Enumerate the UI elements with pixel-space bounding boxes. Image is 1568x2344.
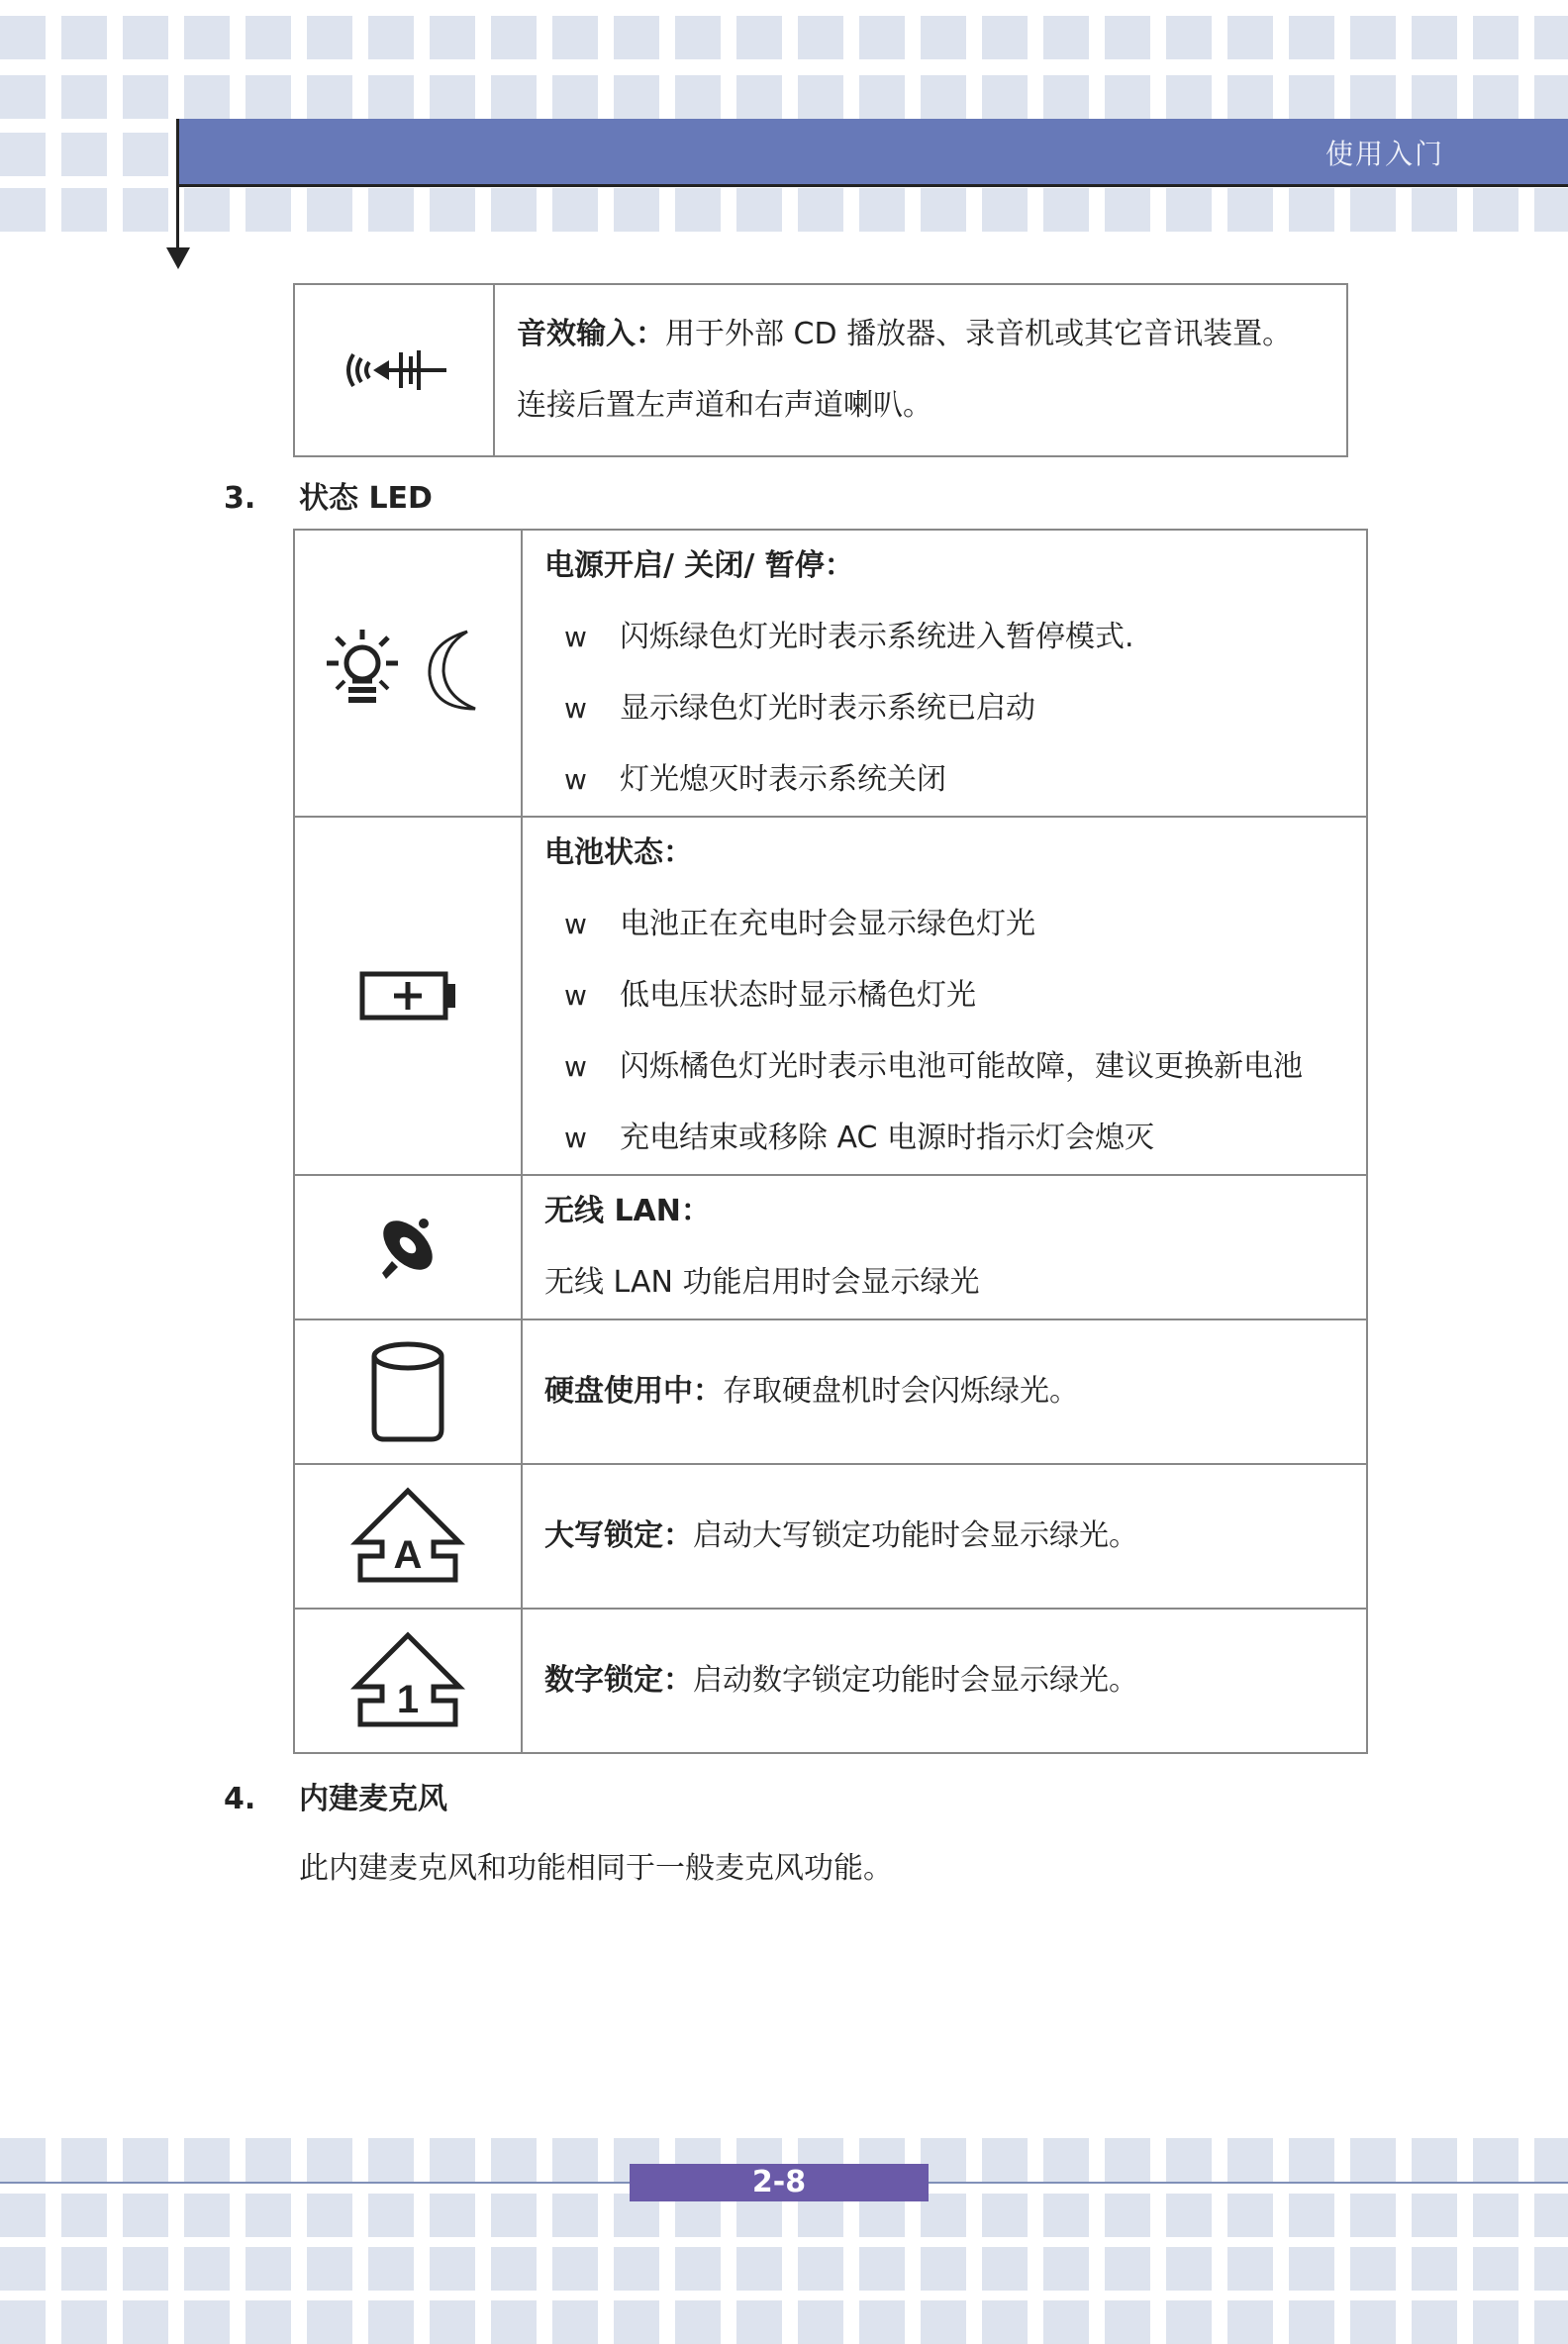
led-table [293,529,1368,1754]
list-item: w 充电结束或移除 AC 电源时指示灯会熄灭 [564,1121,1155,1155]
table-row [294,1175,1367,1319]
num-led-icon-cell [294,1609,522,1753]
page-number: 2-8 [630,2164,929,2201]
battery-icon [358,966,457,1026]
wlan-led-desc [522,1175,1367,1319]
power-led-desc [522,530,1367,817]
hdd-led-label: 硬盘使用中： [544,1374,723,1409]
section-3-title: 状态 LED [299,481,433,516]
header-line [176,119,179,247]
num-lock-icon [348,1629,467,1732]
num-led-desc [522,1609,1367,1753]
caps-led-icon-cell [294,1464,522,1609]
bg-tiles [0,188,1568,232]
caps-led-label: 大写锁定： [544,1518,693,1553]
wireless-lan-icon [368,1208,447,1287]
section-4-text: 此内建麦克风和功能相同于一般麦克风功能。 [299,1851,893,1886]
hdd-led-text: 存取硬盘机时会闪烁绿光。 [723,1374,1079,1409]
power-led-icon-cell [294,530,522,817]
audio-in-icon [294,284,494,456]
list-item: w 灯光熄灭时表示系统关闭 [564,762,946,797]
hard-disk-icon [368,1340,447,1443]
down-arrow-icon [166,247,190,269]
table-row [294,530,1367,817]
table-row [294,1464,1367,1609]
audio-in-label: 音效输入： [517,317,665,351]
caps-lock-icon [348,1485,467,1588]
list-item: w 闪烁橘色灯光时表示电池可能故障，建议更换新电池 [564,1049,1303,1084]
table-row [294,817,1367,1175]
table-row [294,1319,1367,1464]
wlan-led-text: 无线 LAN 功能启用时会显示绿光 [544,1265,980,1300]
audio-in-text: 用于外部 CD 播放器、录音机或其它音讯装置。 [665,317,1293,351]
bg-tiles [0,2247,1568,2291]
audio-in-text2: 连接后置左声道和右声道喇叭。 [517,388,932,423]
battery-led-label: 电池状态： [544,835,693,870]
num-led-text: 启动数字锁定功能时会显示绿光。 [693,1663,1138,1698]
section-4-heading [224,1774,447,1817]
header-title: 使用入门 [1324,138,1444,170]
header-bar [176,119,1568,187]
num-lock-glyph: 1 [396,1678,420,1721]
list-item: w 电池正在充电时会显示绿色灯光 [564,907,1035,941]
hdd-led-desc [522,1319,1367,1464]
num-led-label: 数字锁定： [544,1663,693,1698]
bg-tiles [0,2300,1568,2344]
section-4-number: 4. [224,1782,256,1816]
audio-table [293,283,1348,457]
audio-in-desc [494,284,1347,456]
list-item: w 闪烁绿色灯光时表示系统进入暂停模式. [564,620,1134,654]
section-4-title: 内建麦克风 [299,1782,447,1816]
bg-tiles [0,75,1568,119]
wlan-led-label: 无线 LAN： [544,1194,711,1228]
caps-led-desc [522,1464,1367,1609]
list-item: w 低电压状态时显示橘色灯光 [564,978,976,1013]
list-item: w 显示绿色灯光时表示系统已启动 [564,691,1035,726]
wlan-led-icon-cell [294,1175,522,1319]
power-led-label: 电源开启/ 关闭/ 暂停： [544,548,854,583]
hdd-led-icon-cell [294,1319,522,1464]
table-row [294,284,1347,456]
battery-led-desc [522,817,1367,1175]
battery-led-icon-cell [294,817,522,1175]
section-3-number: 3. [224,481,256,516]
caps-led-text: 启动大写锁定功能时会显示绿光。 [693,1518,1138,1553]
power-sleep-icon [319,624,497,723]
table-row [294,1609,1367,1753]
caps-lock-glyph: A [393,1533,423,1577]
section-3-heading [224,473,433,517]
bg-tiles [0,16,1568,59]
